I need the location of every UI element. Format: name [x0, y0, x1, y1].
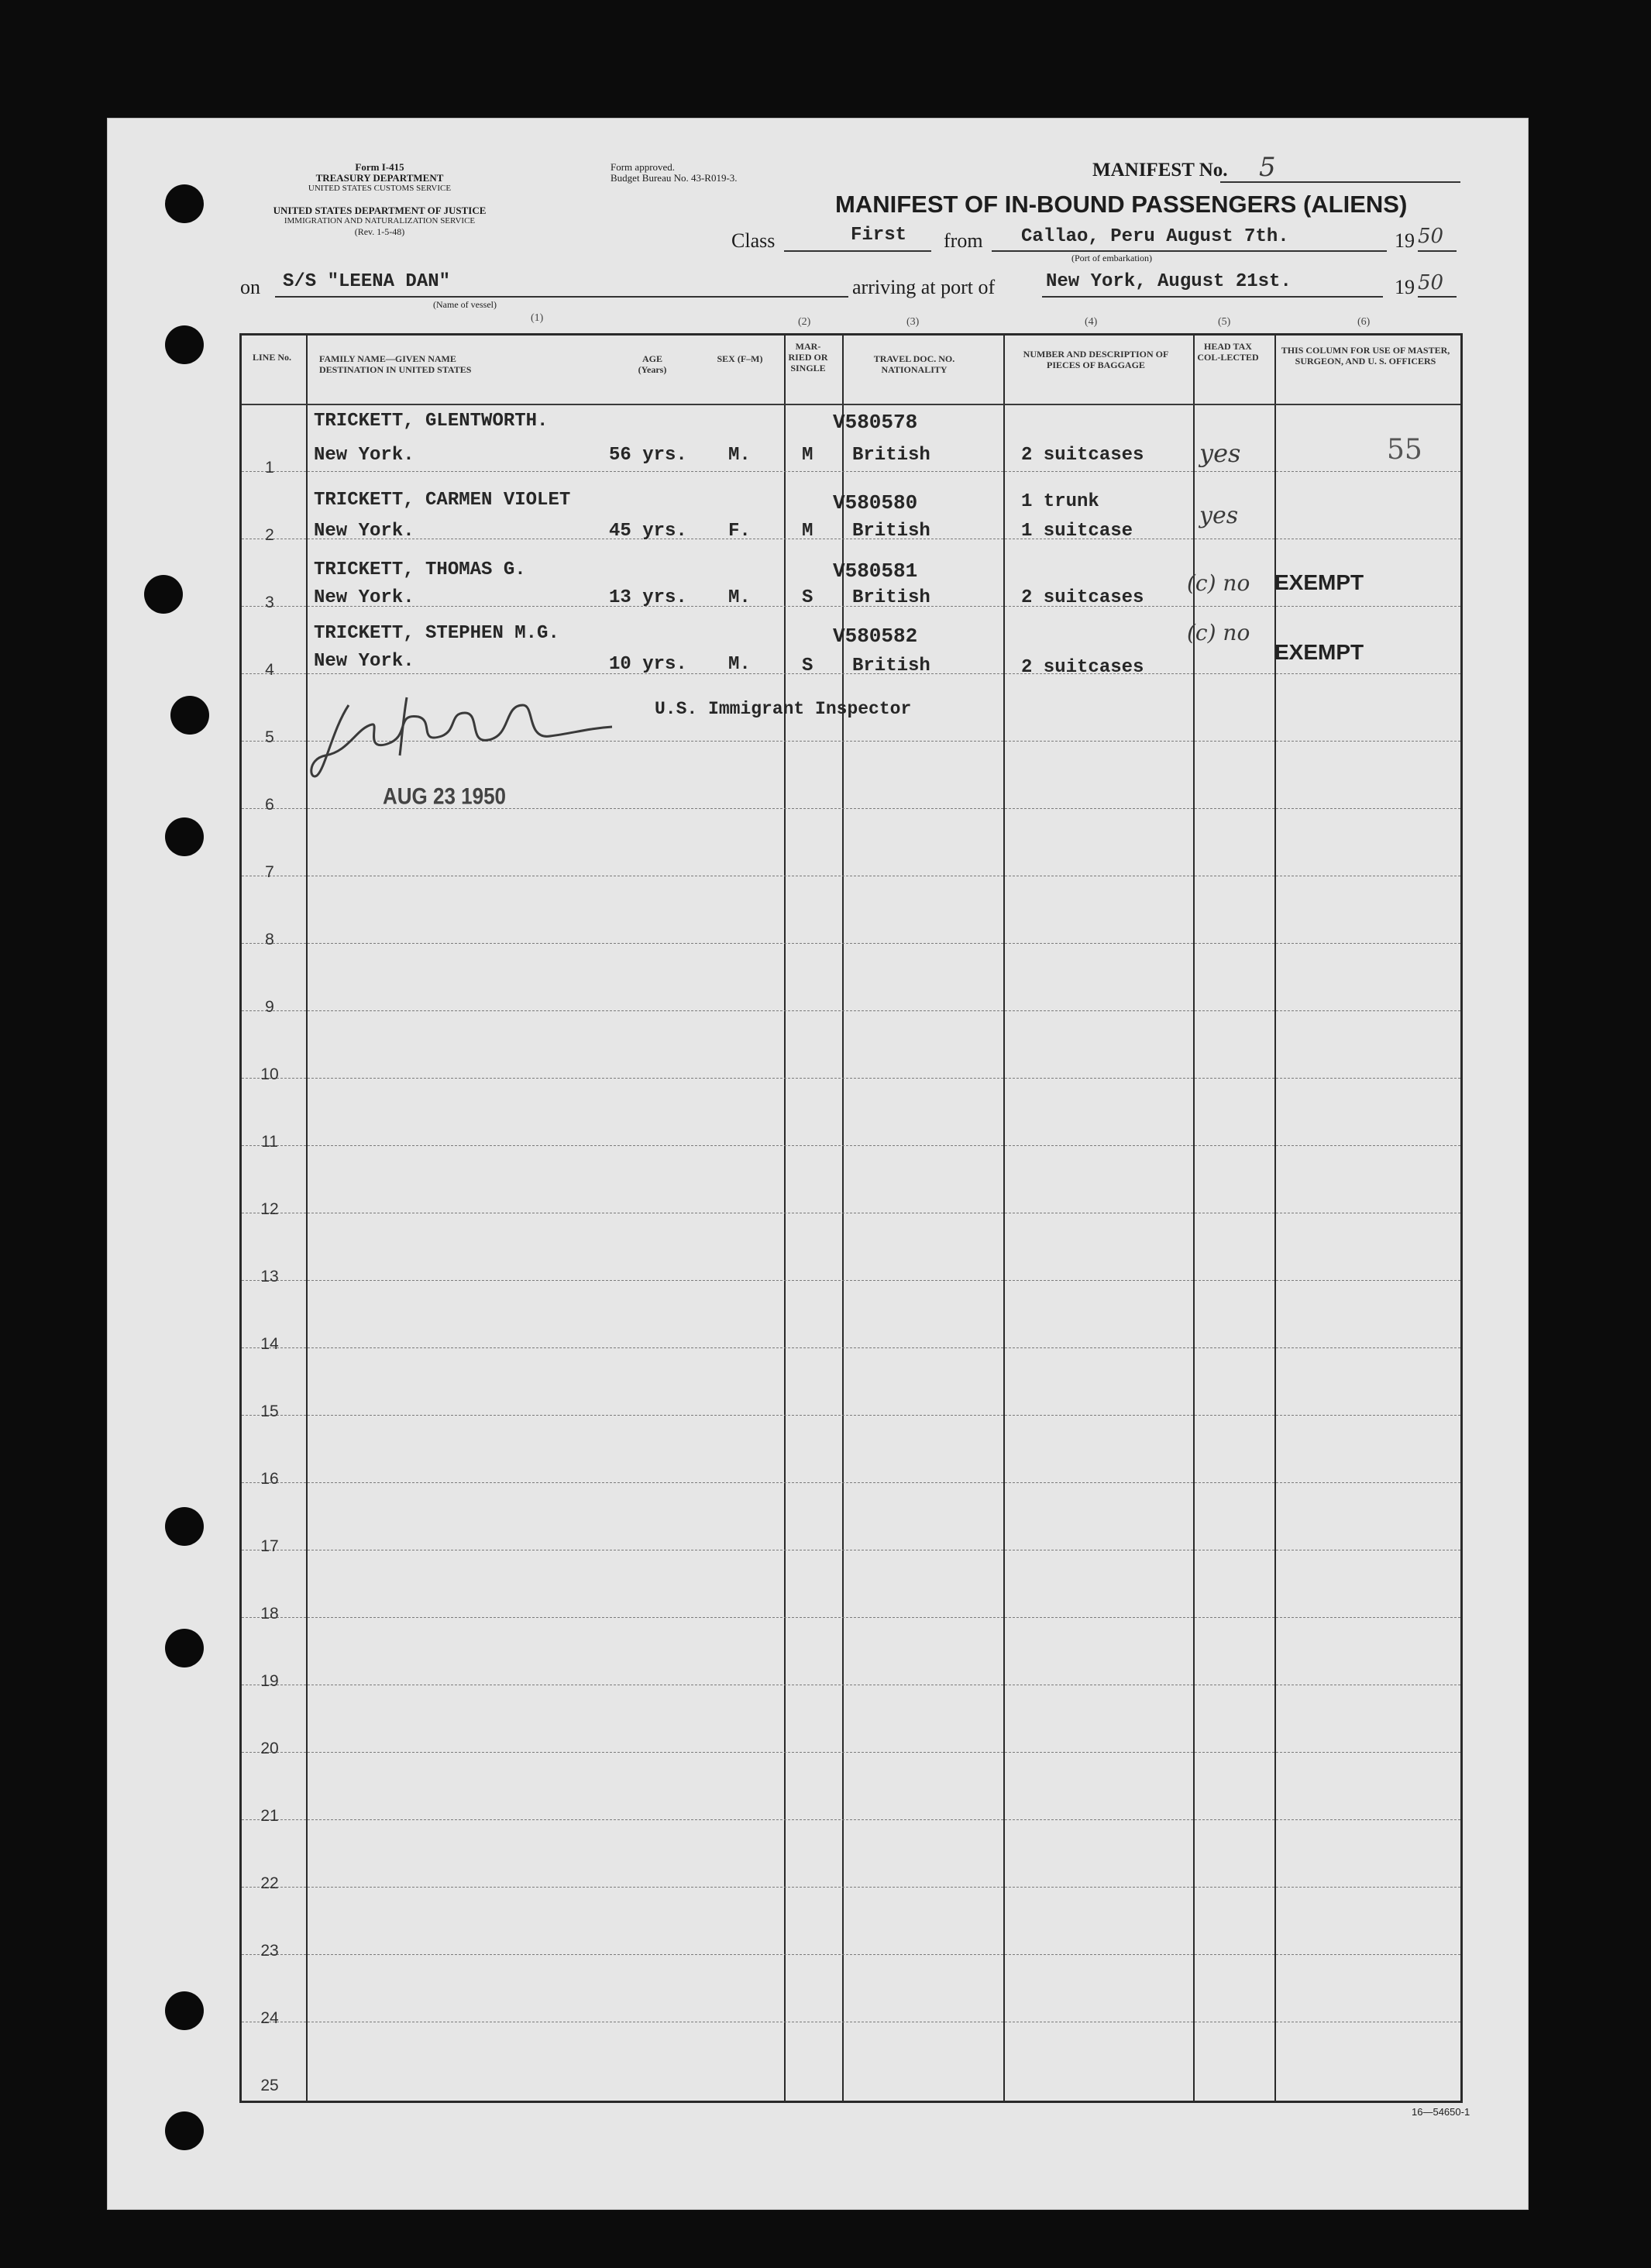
passenger-sex: F. — [728, 521, 751, 542]
header-married: MAR-RIED OR SINGLE — [788, 341, 828, 373]
passenger-sex: M. — [728, 445, 751, 466]
line-number: 19 — [260, 1672, 279, 1690]
passenger-nationality: British — [852, 587, 930, 608]
passenger-age: 45 yrs. — [609, 521, 687, 542]
column-number-3: (3) — [906, 316, 920, 328]
passenger-travel-doc: V580578 — [833, 411, 918, 434]
passenger-baggage: 1 suitcase — [1021, 521, 1133, 542]
passenger-destination: New York. — [314, 521, 414, 542]
binder-hole — [165, 817, 204, 856]
year-suffix: 50 — [1418, 271, 1444, 294]
passenger-marital: M — [802, 445, 813, 466]
head-tax-mark: (c) no — [1187, 620, 1250, 645]
binder-hole — [165, 1507, 204, 1546]
line-number: 12 — [260, 1200, 279, 1218]
passenger-age: 13 yrs. — [609, 587, 687, 608]
form-id: Form I-415 — [355, 161, 404, 173]
line-number: 16 — [260, 1470, 279, 1488]
line-number: 21 — [260, 1807, 279, 1825]
passenger-baggage: 1 trunk — [1021, 491, 1099, 512]
passenger-age: 56 yrs. — [609, 445, 687, 466]
line-number: 13 — [260, 1268, 279, 1285]
port-caption: (Port of embarkation) — [1071, 253, 1152, 263]
line-number: 3 — [265, 594, 274, 611]
arriving-label: arriving at port of — [852, 276, 996, 298]
binder-hole — [165, 2111, 204, 2150]
passenger-nationality: British — [852, 445, 930, 466]
passenger-sex: M. — [728, 587, 751, 608]
passenger-name: TRICKETT, CARMEN VIOLET — [314, 490, 571, 511]
arrival-date-stamp: AUG 23 1950 — [383, 782, 506, 810]
arrival-port: New York, August 21st. — [1046, 271, 1292, 292]
line-number: 18 — [260, 1605, 279, 1623]
column-number-1-top: (1) — [531, 312, 544, 324]
budget-bureau: Budget Bureau No. 43-R019-3. — [611, 172, 738, 184]
passenger-travel-doc: V580582 — [833, 625, 918, 648]
line-number: 25 — [260, 2077, 279, 2094]
line-number: 6 — [265, 796, 274, 814]
line-number: 10 — [260, 1065, 279, 1083]
header-officers-column: THIS COLUMN FOR USE OF MASTER, SURGEON, AND U. S. OFFICERS — [1281, 345, 1450, 367]
class-label: Class — [731, 229, 776, 252]
exempt-stamp: EXEMPT — [1274, 640, 1364, 664]
year-prefix: 19 — [1395, 229, 1415, 252]
from-label: from — [944, 229, 983, 252]
binder-hole — [165, 184, 204, 223]
inspector-title: U.S. Immigrant Inspector — [655, 699, 912, 719]
manifest-number-label: MANIFEST No. — [1092, 160, 1228, 181]
line-number: 14 — [260, 1335, 279, 1353]
head-tax-mark: yes — [1199, 502, 1239, 529]
binder-hole — [165, 325, 204, 364]
passenger-sex: M. — [728, 654, 751, 675]
line-number: 9 — [265, 998, 274, 1016]
passenger-name: TRICKETT, GLENTWORTH. — [314, 411, 549, 432]
header-travel-doc: TRAVEL DOC. NO. NATIONALITY — [873, 353, 955, 375]
column-number-5: (5) — [1218, 316, 1231, 328]
passenger-table — [239, 333, 1463, 2103]
passenger-name: TRICKETT, THOMAS G. — [314, 559, 526, 580]
officer-note: 55 — [1387, 434, 1422, 466]
line-number: 20 — [260, 1740, 279, 1757]
inspector-signature — [302, 682, 628, 798]
binder-hole — [165, 1991, 204, 2030]
header-head-tax: HEAD TAX COL-LECTED — [1197, 341, 1259, 363]
line-number: 22 — [260, 1874, 279, 1892]
passenger-name: TRICKETT, STEPHEN M.G. — [314, 623, 559, 644]
column-number-6: (6) — [1357, 316, 1371, 328]
class-value: First — [851, 225, 907, 246]
passenger-marital: M — [802, 521, 813, 542]
column-number-4: (4) — [1085, 316, 1098, 328]
dept-customs: UNITED STATES CUSTOMS SERVICE — [308, 184, 452, 193]
port-of-embarkation: Callao, Peru August 7th. — [1021, 226, 1289, 247]
header-baggage: NUMBER AND DESCRIPTION OF PIECES OF BAGGAGE — [1023, 349, 1169, 370]
line-number: 23 — [260, 1942, 279, 1960]
passenger-destination: New York. — [314, 445, 414, 466]
header-name-destination: FAMILY NAME—GIVEN NAME DESTINATION IN UNITED STATES — [319, 353, 472, 375]
passenger-marital: S — [802, 656, 813, 676]
line-number: 15 — [260, 1402, 279, 1420]
passenger-destination: New York. — [314, 587, 414, 608]
line-number: 7 — [265, 863, 274, 881]
line-number: 24 — [260, 2009, 279, 2027]
passenger-marital: S — [802, 587, 813, 608]
line-number: 1 — [265, 459, 274, 477]
dept-treasury: TREASURY DEPARTMENT — [315, 172, 444, 184]
line-number: 8 — [265, 931, 274, 948]
passenger-baggage: 2 suitcases — [1021, 587, 1144, 608]
line-number: 17 — [260, 1537, 279, 1555]
exempt-stamp: EXEMPT — [1274, 570, 1364, 594]
passenger-destination: New York. — [314, 651, 414, 672]
binder-hole — [165, 1629, 204, 1667]
vessel-name: S/S "LEENA DAN" — [283, 271, 451, 292]
passenger-travel-doc: V580581 — [833, 559, 918, 583]
manifest-title: MANIFEST OF IN-BOUND PASSENGERS (ALIENS) — [835, 191, 1408, 218]
form-revision: (Rev. 1-5-48) — [354, 226, 405, 237]
header-sex: SEX (F–M) — [717, 353, 763, 364]
dept-ins: IMMIGRATION AND NATURALIZATION SERVICE — [284, 216, 476, 225]
year-prefix: 19 — [1395, 276, 1415, 298]
passenger-baggage: 2 suitcases — [1021, 445, 1144, 466]
line-number: 4 — [265, 661, 274, 679]
year-suffix: 50 — [1418, 225, 1444, 248]
binder-hole — [170, 696, 209, 735]
vessel-caption: (Name of vessel) — [433, 299, 497, 310]
binder-hole — [144, 575, 183, 614]
manifest-number: 5 — [1259, 152, 1276, 183]
on-label: on — [240, 276, 260, 298]
head-tax-mark: (c) no — [1187, 570, 1250, 596]
head-tax-mark: yes — [1199, 439, 1241, 468]
line-number: 2 — [265, 526, 274, 544]
column-number-2: (2) — [798, 316, 811, 328]
passenger-baggage: 2 suitcases — [1021, 657, 1144, 678]
passenger-travel-doc: V580580 — [833, 491, 918, 515]
passenger-nationality: British — [852, 656, 930, 676]
form-approved: Form approved. — [611, 161, 676, 173]
line-number: 11 — [261, 1133, 278, 1151]
line-number: 5 — [265, 728, 274, 746]
passenger-nationality: British — [852, 521, 930, 542]
passenger-age: 10 yrs. — [609, 654, 687, 675]
dept-justice: UNITED STATES DEPARTMENT OF JUSTICE — [273, 205, 487, 216]
header-line-no: LINE No. — [252, 352, 291, 363]
form-footer-code: 16—54650-1 — [1412, 2106, 1470, 2118]
header-age: AGE (Years) — [638, 353, 667, 375]
